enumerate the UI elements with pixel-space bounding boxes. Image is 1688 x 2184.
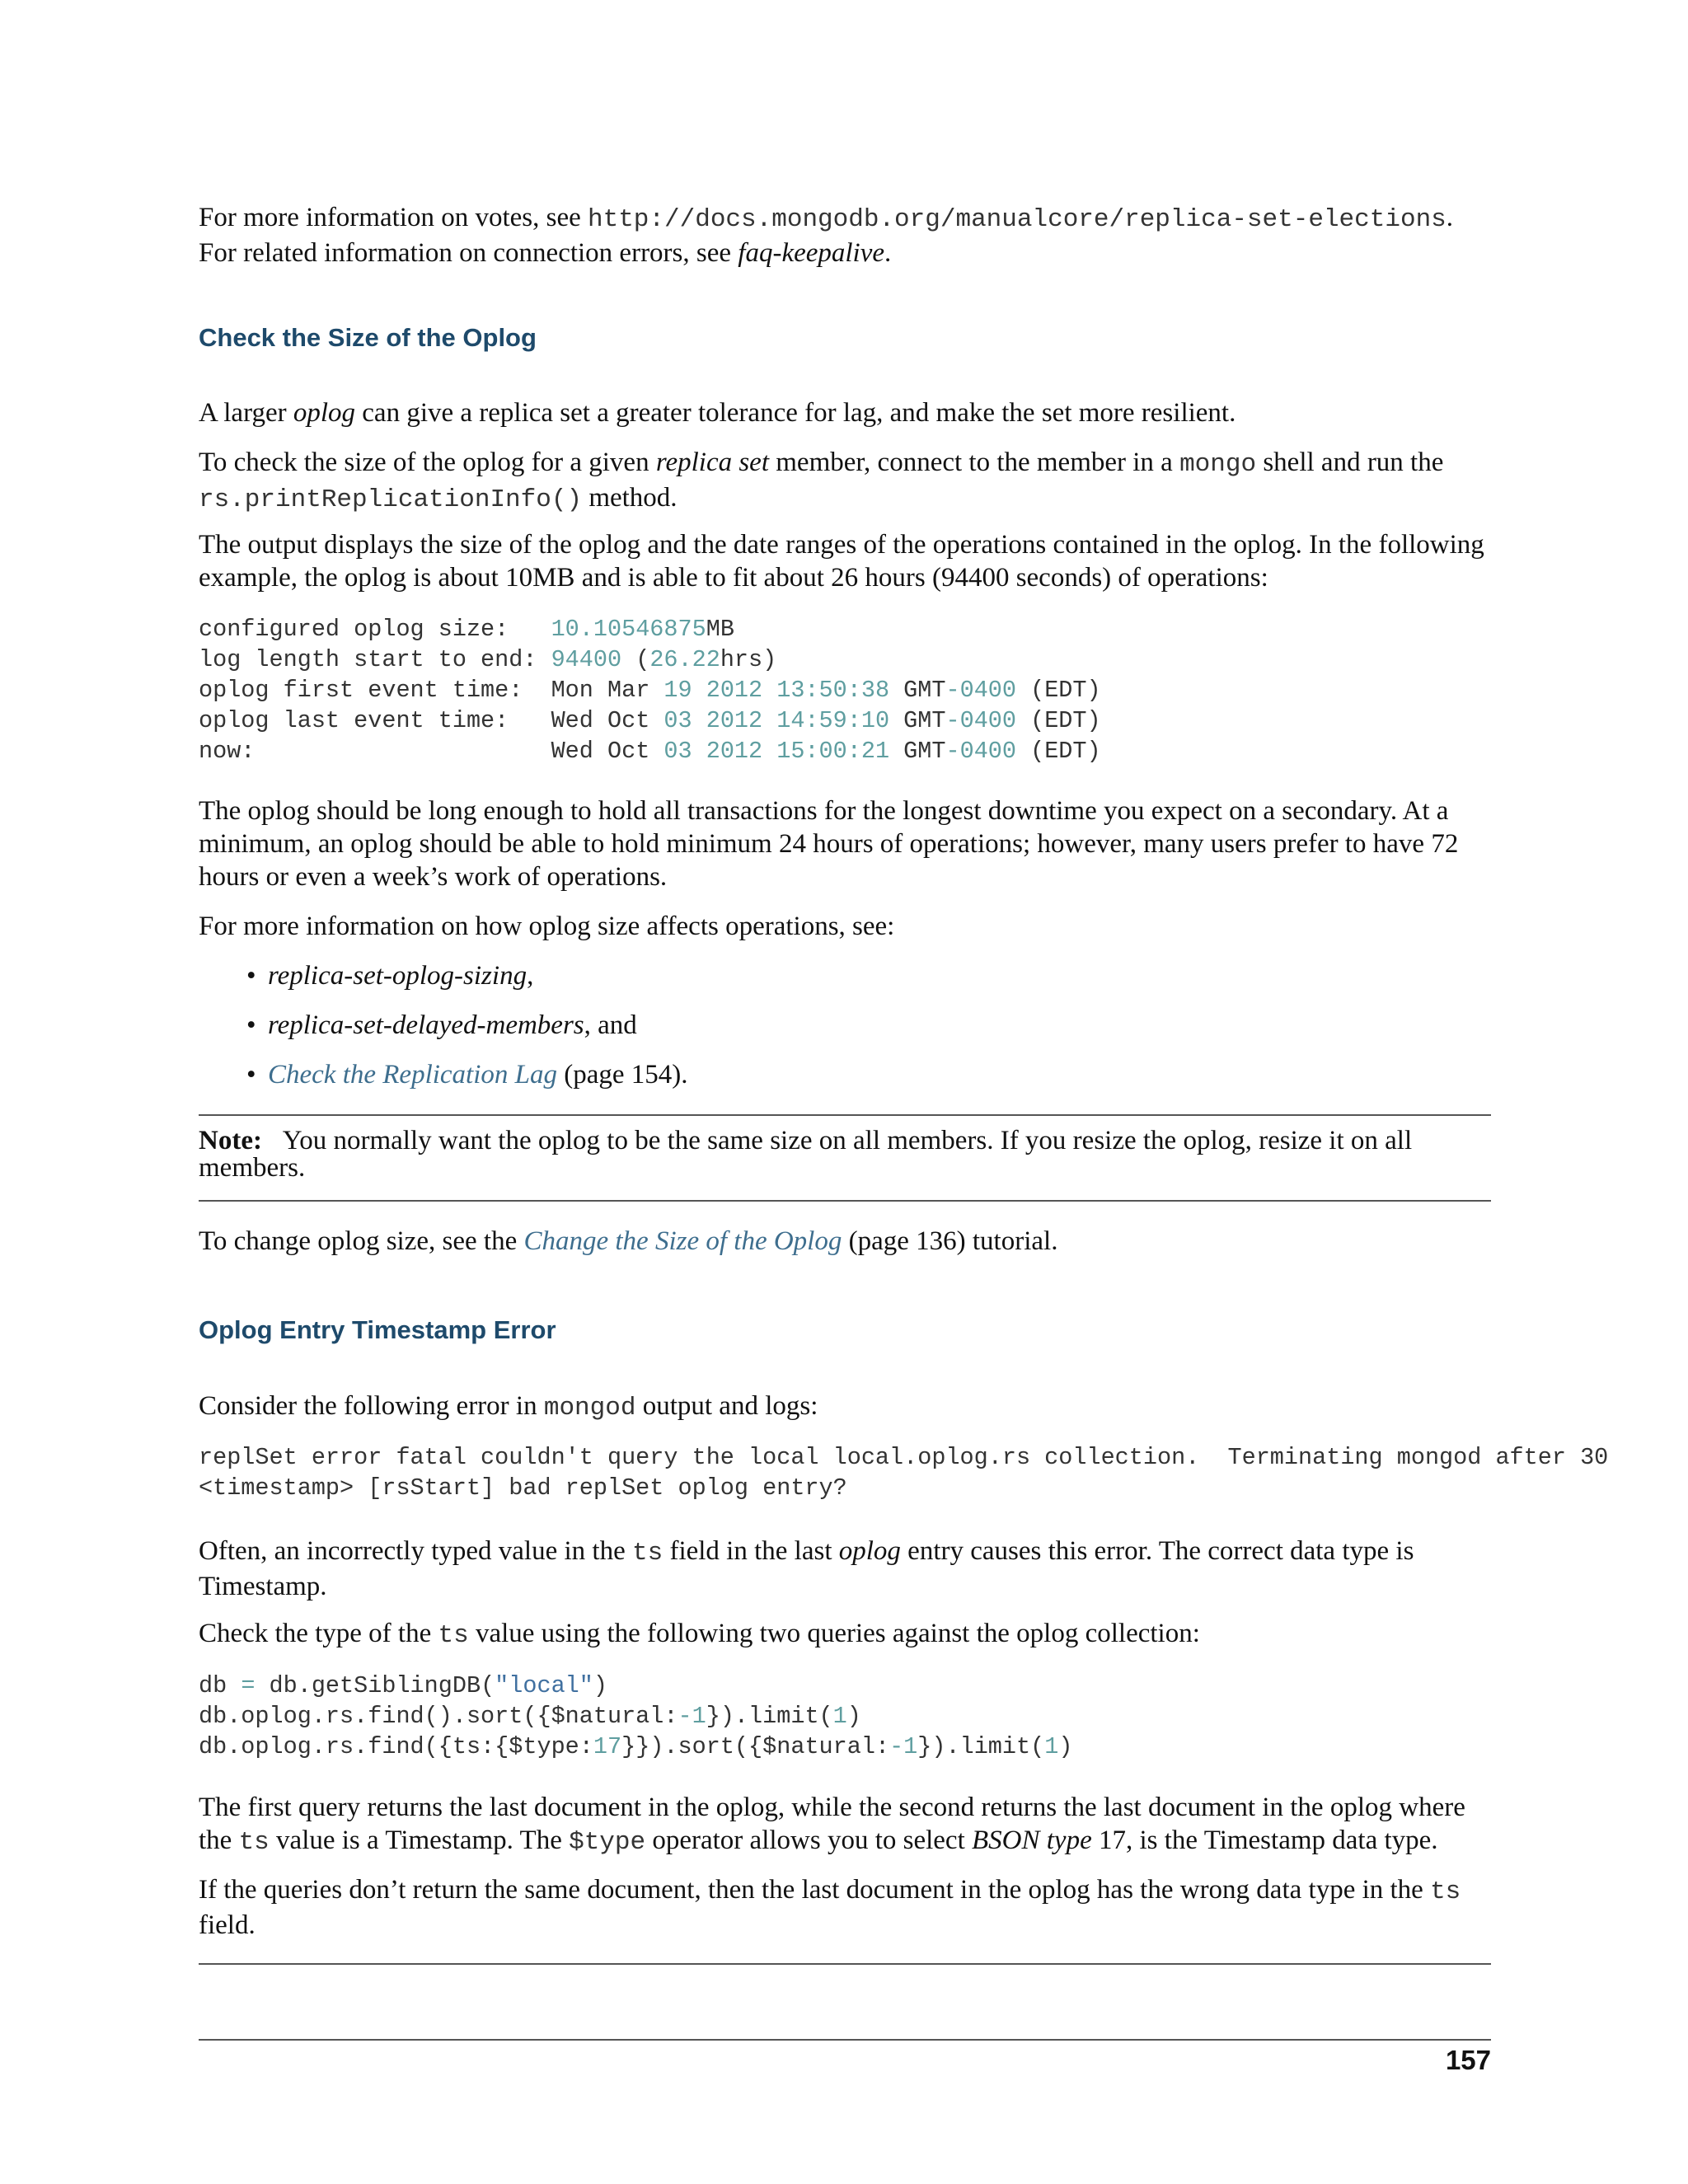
paragraph-queries-dont-return: If the queries don’t return the same document, then the last document in the oplog has the wrong data type in the ts field. [199,1875,1461,1940]
oplog-info-code-block: configured oplog size: 10.10546875MB log length start to end: 94400 (26.22hrs) oplog first event time: Mon Mar 19 2012 13:50:38 GMT-0400 (EDT) oplog last event time: Wed Oct 03 2012 14:59:10 GMT-0400 (EDT) now: Wed Oct 03 2012 15:00:21 GMT-0400 (EDT) [199,616,1101,765]
paragraph-first-query-returns: The first query returns the last document in the oplog, while the second returns the last document in the oplog where the ts value is a Timestamp. The $type operator allows you to select BSON type 17, is the Timestamp data type. [199,1793,1465,1857]
list-item: • replica-set-oplog-sizing, [199,959,1491,992]
paragraph-check-ts-type: Check the type of the ts value using the following two queries against the oplog collection: [199,1619,1200,1650]
list-item: • replica-set-delayed-members, and [199,1009,1491,1042]
section-end-divider [199,1963,1491,1965]
paragraph-change-oplog-size: To change oplog size, see the Change the Size of the Oplog (page 136) tutorial. [199,1226,1058,1256]
page-number: 157 [1445,2045,1491,2075]
intro-votes-line: For more information on votes, see http://docs.mongodb.org/manualcore/replica-set-elections. For related information on connection errors, see faq-keepalive. [199,203,1454,268]
paragraph-incorrect-ts: Often, an incorrectly typed value in the ts field in the last oplog entry causes this error. The correct data type is Timestamp. [199,1536,1414,1601]
faq-keepalive-ref: faq-keepalive [738,238,885,268]
paragraph-oplog-long-enough: The oplog should be long enough to hold all transactions for the longest downtime you expect on a secondary. At a minimum, an oplog should be able to hold minimum 24 hours of operations; however, many users prefer to have 72 hours or even a week’s work of operations. [199,796,1459,892]
list-item: • Check the Replication Lag (page 154). [199,1058,1491,1091]
paragraph-consider-error: Consider the following error in mongod output and logs: [199,1391,818,1422]
votes-url[interactable]: http://docs.mongodb.org/manualcore/replica-set-elections [588,205,1447,234]
error-log-code-block: replSet error fatal couldn't query the local local.oplog.rs collection. Terminating mongod after 30 <timestamp> [rsStart] bad replSet oplog entry? [199,1444,1609,1502]
paragraph-larger-oplog: A larger oplog can give a replica set a greater tolerance for lag, and make the set more resilient. [199,398,1236,428]
paragraph-more-info-oplog-size: For more information on how oplog size affects operations, see: [199,912,895,941]
paragraph-check-oplog-size: To check the size of the oplog for a given replica set member, connect to the member in a mongo shell and run the rs.printReplicationInfo() method. [199,448,1444,514]
note-label: Note: [199,1126,262,1155]
change-oplog-size-link[interactable]: Change the Size of the Oplog [523,1226,842,1256]
section-title-check-oplog-size: Check the Size of the Oplog [199,323,537,352]
note-text: You normally want the oplog to be the same size on all members. If you resize the oplog, resize it on all members. [199,1126,1413,1183]
related-links-list [199,959,1491,1108]
rs-print-replication-info-code: rs.printReplicationInfo() [199,485,583,514]
note-box [199,1114,1491,1202]
check-replication-lag-link[interactable]: Check the Replication Lag [268,1060,557,1090]
paragraph-output-displays: The output displays the size of the oplog and the date ranges of the operations contained in the oplog. In the following example, the oplog is about 10MB and is able to fit about 26 hours (94400 seconds) of operations: [199,530,1484,593]
oplog-query-code-block: db = db.getSiblingDB("local") db.oplog.rs.find().sort({$natural:-1}).limit(1) db.oplog.rs.find({ts:{$type:17}}).sort({$natural:-1}).limit(1) [199,1672,1073,1760]
section-title-oplog-timestamp-error: Oplog Entry Timestamp Error [199,1315,556,1344]
footer-divider [199,2039,1491,2041]
